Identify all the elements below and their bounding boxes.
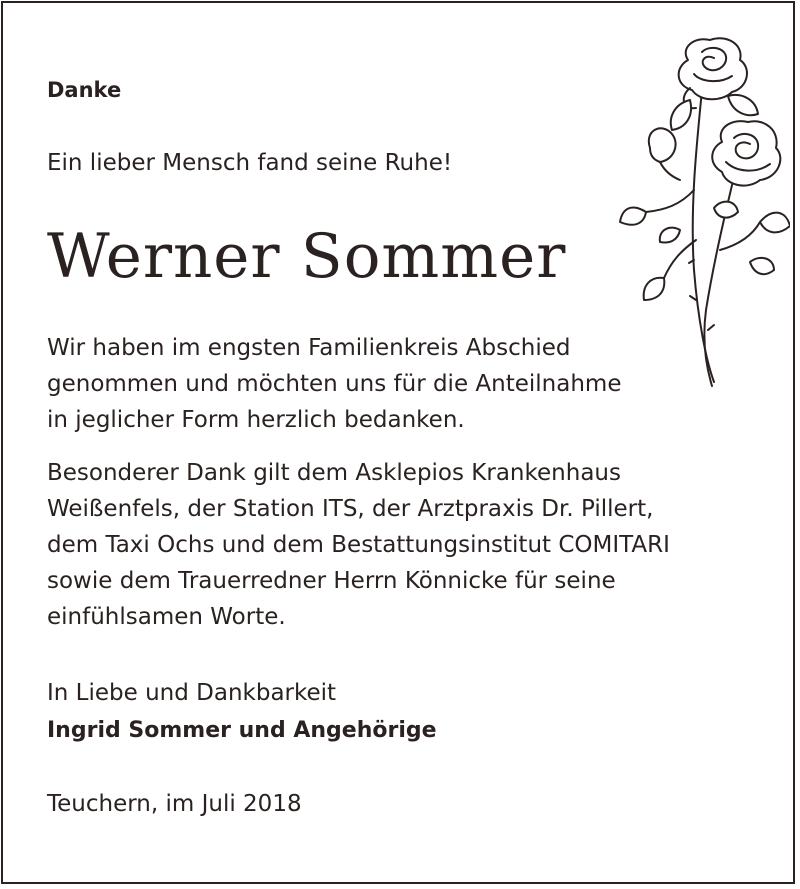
paragraph-line: sowie dem Trauerredner Herrn Könnicke für seine xyxy=(47,568,616,594)
notice-heading: Danke xyxy=(47,78,122,102)
paragraph-line: dem Taxi Ochs und dem Bestattungsinstitut COMITARI xyxy=(47,532,670,558)
paragraph-line: Besonderer Dank gilt dem Asklepios Krankenhaus xyxy=(47,460,621,486)
thanks-paragraph-1 xyxy=(47,330,621,438)
place-date: Teuchern, im Juli 2018 xyxy=(47,791,302,817)
signer-line: Ingrid Sommer und Angehörige xyxy=(47,718,437,743)
paragraph-line: einfühlsamen Worte. xyxy=(47,604,286,630)
notice-intro: Ein lieber Mensch fand seine Ruhe! xyxy=(47,150,453,176)
paragraph-line: Weißenfels, der Station ITS, der Arztpraxis Dr. Pillert, xyxy=(47,496,654,522)
paragraph-line: Wir haben im engsten Familienkreis Abschied xyxy=(47,335,571,361)
paragraph-line: in jeglicher Form herzlich bedanken. xyxy=(47,407,465,433)
deceased-name: Werner Sommer xyxy=(47,221,567,292)
paragraph-line: genommen und möchten uns für die Anteilnahme xyxy=(47,371,622,397)
rose-icon xyxy=(610,30,790,390)
closing-line: In Liebe und Dankbarkeit xyxy=(47,680,337,706)
thanks-paragraph-2 xyxy=(47,455,670,635)
